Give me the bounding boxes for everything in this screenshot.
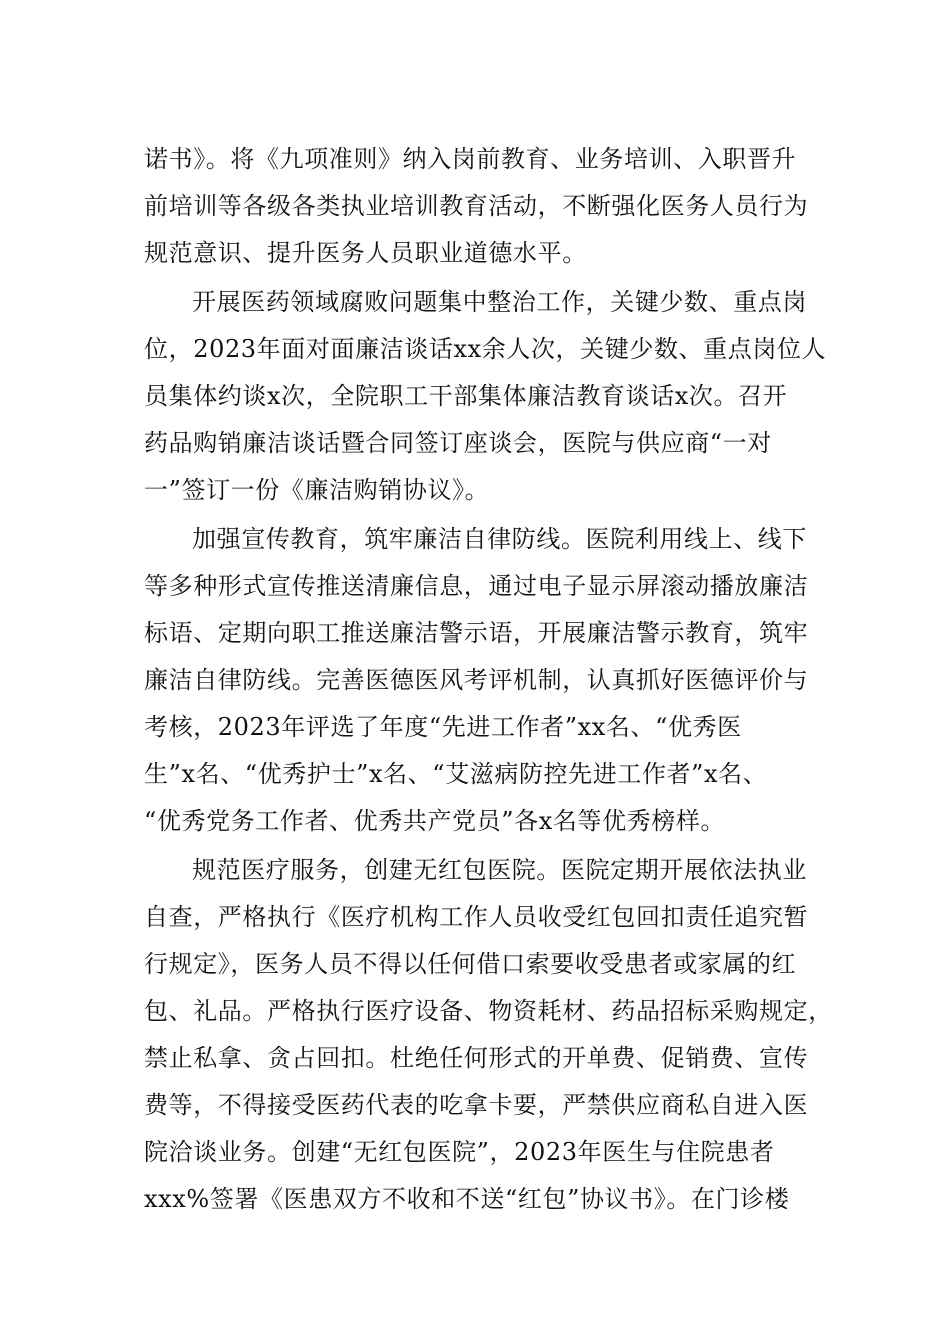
text-line: 规范意识、提升医务人员职业道德水平。 (144, 239, 587, 267)
paragraph-first-line: 开展医药领域腐败问题集中整治工作，关键少数、重点岗 (192, 288, 807, 316)
paragraph-first-line: 规范医疗服务，创建无红包医院。医院定期开展依法执业 (192, 856, 807, 884)
text-line: 生”x名、“优秀护士”x名、“艾滋病防控先进工作者”x名、 (144, 760, 768, 788)
text-line: 位，2023年面对面廉洁谈话xx余人次，关键少数、重点岗位人 (144, 335, 827, 363)
paragraph-first-line: 加强宣传教育，筑牢廉洁自律防线。医院利用线上、线下 (192, 525, 807, 553)
text-line: 考核，2023年评选了年度“先进工作者”xx名、“优秀医 (144, 713, 742, 741)
text-line: 行规定》，医务人员不得以任何借口索要收受患者或家属的红 (144, 950, 797, 978)
text-line: 包、礼品。严格执行医疗设备、物资耗材、药品招标采购规定， (144, 997, 833, 1025)
text-line: 诺书》。将《九项准则》纳入岗前教育、业务培训、入职晋升 (144, 145, 797, 173)
text-line: 等多种形式宣传推送清廉信息，通过电子显示屏滚动播放廉洁 (144, 572, 809, 600)
text-line: 禁止私拿、贪占回扣。杜绝任何形式的开单费、促销费、宣传 (144, 1044, 809, 1072)
text-line: 一”签订一份《廉洁购销协议》。 (144, 476, 490, 504)
text-line: 廉洁自律防线。完善医德医风考评机制，认真抓好医德评价与 (144, 666, 809, 694)
text-line: 员集体约谈x次，全院职工干部集体廉洁教育谈话x次。召开 (144, 382, 788, 410)
text-line: 药品购销廉洁谈话暨合同签订座谈会，医院与供应商“一对 (144, 429, 772, 457)
text-line: 费等，不得接受医药代表的吃拿卡要，严禁供应商私自进入医 (144, 1091, 809, 1119)
text-line: “优秀党务工作者、优秀共产党员”各x名等优秀榜样。 (144, 807, 726, 835)
text-line: 前培训等各级各类执业培训教育活动，不断强化医务人员行为 (144, 192, 809, 220)
text-line: 自查，严格执行《医疗机构工作人员收受红包回扣责任追究暂 (144, 903, 809, 931)
text-line: 院洽谈业务。创建“无红包医院”，2023年医生与住院患者 (144, 1138, 775, 1166)
text-line: xxx%签署《医患双方不收和不送“红包”协议书》。在门诊楼 (144, 1185, 790, 1213)
text-line: 标语、定期向职工推送廉洁警示语，开展廉洁警示教育，筑牢 (144, 619, 809, 647)
